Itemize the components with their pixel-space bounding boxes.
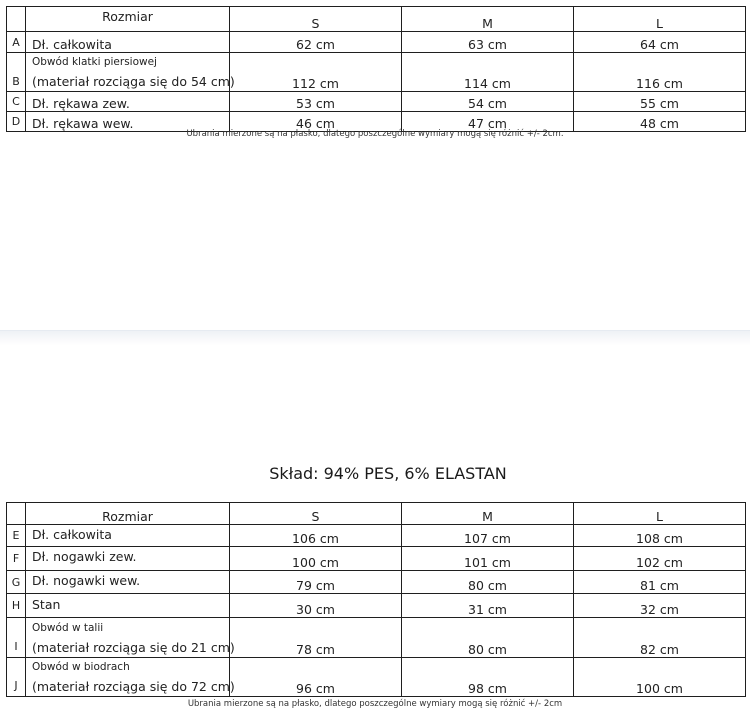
value-s: 96 cm	[230, 658, 402, 697]
composition-heading: Skład: 94% PES, 6% ELASTAN	[269, 464, 507, 483]
row-label: Stan	[26, 594, 230, 618]
value-m: 98 cm	[402, 658, 574, 697]
value-s: 62 cm	[230, 32, 402, 53]
header-size-m: M	[402, 7, 574, 32]
value-l: 48 cm	[574, 112, 746, 132]
value-m: 114 cm	[402, 53, 574, 92]
row-label-sub: (materiał rozciąga się do 21 cm)	[32, 640, 235, 655]
header-size-s: S	[230, 503, 402, 525]
header-letter-cell	[7, 503, 26, 525]
row-label	[26, 618, 235, 658]
row-label: Dł. rękawa wew.	[26, 112, 230, 132]
value-m: 47 cm	[402, 112, 574, 132]
value-s: 46 cm	[230, 112, 402, 132]
table-row	[7, 571, 746, 594]
bottom-size-table	[6, 502, 746, 697]
measurement-note: Ubrania mierzone są na płasko, dlatego poszczególne wymiary mogą się różnić +/- 2cm.	[186, 129, 564, 139]
table-row	[7, 547, 746, 571]
value-s: 106 cm	[230, 525, 402, 547]
table-row	[7, 92, 746, 112]
value-m: 101 cm	[402, 547, 574, 571]
row-label-sub: (materiał rozciąga się do 54 cm)	[32, 74, 235, 89]
row-label-main: Obwód klatki piersiowej	[32, 56, 157, 68]
row-letter: G	[7, 571, 26, 594]
value-l: 108 cm	[574, 525, 746, 547]
value-l: 102 cm	[574, 547, 746, 571]
row-letter: C	[7, 92, 26, 112]
table-header-row	[7, 7, 746, 32]
row-letter: A	[7, 32, 26, 53]
value-s: 53 cm	[230, 92, 402, 112]
row-letter: D	[7, 112, 26, 132]
row-label: Dł. całkowita	[26, 32, 230, 53]
value-m: 80 cm	[402, 618, 574, 658]
row-label: Dł. całkowita	[26, 525, 230, 547]
top-size-table	[6, 6, 746, 132]
value-l: 32 cm	[574, 594, 746, 618]
value-m: 63 cm	[402, 32, 574, 53]
value-l: 116 cm	[574, 53, 746, 92]
value-m: 107 cm	[402, 525, 574, 547]
table-row	[7, 53, 746, 92]
table-header-row	[7, 503, 746, 525]
table-row	[7, 618, 746, 658]
table-row	[7, 525, 746, 547]
value-l: 100 cm	[574, 658, 746, 697]
measurement-note: Ubrania mierzone są na płasko, dlatego poszczególne wymiary mogą się różnić +/- 2cm	[187, 699, 563, 709]
value-s: 79 cm	[230, 571, 402, 594]
value-l: 81 cm	[574, 571, 746, 594]
value-s: 100 cm	[230, 547, 402, 571]
row-letter: I	[7, 618, 26, 658]
header-size-label: Rozmiar	[26, 7, 230, 32]
table-row	[7, 658, 746, 697]
value-l: 55 cm	[574, 92, 746, 112]
row-label-main: Obwód w biodrach	[32, 661, 130, 673]
value-l: 82 cm	[574, 618, 746, 658]
row-letter: B	[7, 53, 26, 92]
table-row	[7, 32, 746, 53]
section-divider	[0, 330, 750, 346]
row-letter: H	[7, 594, 26, 618]
row-label	[26, 53, 235, 92]
header-size-label: Rozmiar	[26, 503, 230, 525]
value-l: 64 cm	[574, 32, 746, 53]
header-size-l: L	[574, 503, 746, 525]
value-m: 80 cm	[402, 571, 574, 594]
row-label: Dł. rękawa zew.	[26, 92, 230, 112]
table-row	[7, 594, 746, 618]
value-m: 31 cm	[402, 594, 574, 618]
header-size-m: M	[402, 503, 574, 525]
row-label: Dł. nogawki wew.	[26, 571, 230, 594]
value-s: 112 cm	[230, 53, 402, 92]
value-s: 78 cm	[230, 618, 402, 658]
header-size-s: S	[230, 7, 402, 32]
row-label-main: Obwód w talii	[32, 622, 104, 634]
value-s: 30 cm	[230, 594, 402, 618]
row-letter: J	[7, 658, 26, 697]
header-size-l: L	[574, 7, 746, 32]
row-letter: E	[7, 525, 26, 547]
row-letter: F	[7, 547, 26, 571]
header-letter-cell	[7, 7, 26, 32]
value-m: 54 cm	[402, 92, 574, 112]
row-label	[26, 658, 235, 697]
row-label: Dł. nogawki zew.	[26, 547, 230, 571]
row-label-sub: (materiał rozciąga się do 72 cm)	[32, 679, 235, 694]
